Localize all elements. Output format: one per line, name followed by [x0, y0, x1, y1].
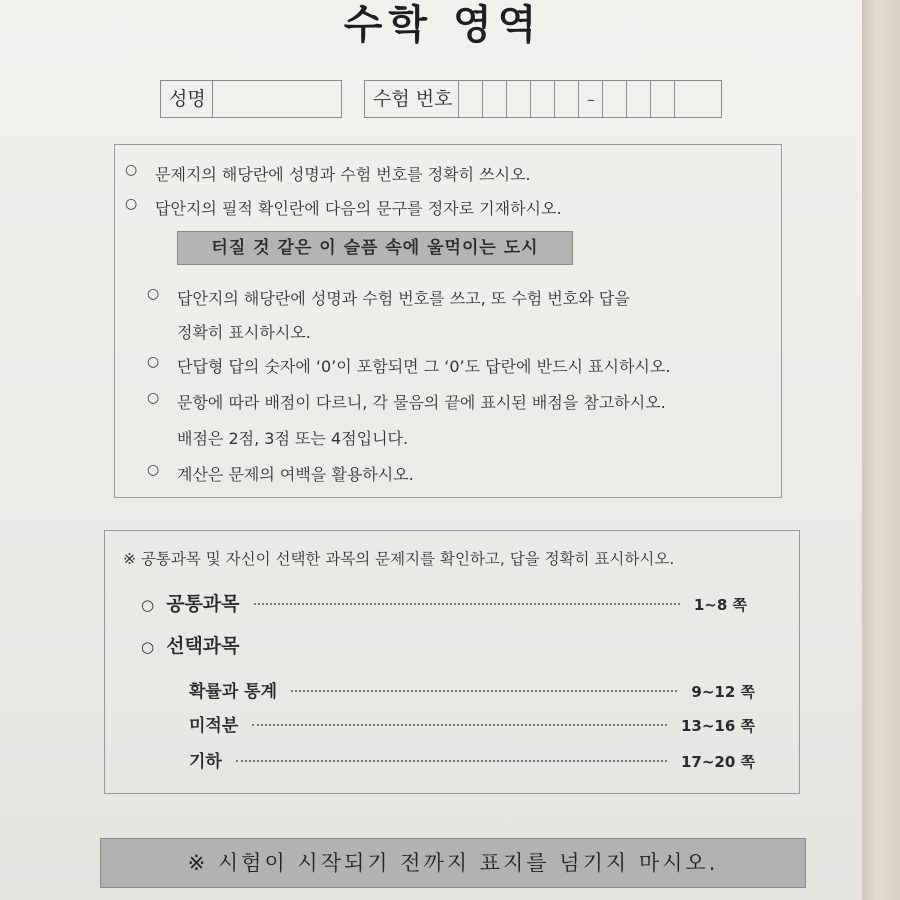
page-title: 수학 영역: [343, 2, 543, 48]
bullet-icon: ○: [147, 286, 160, 302]
bullet-icon: ○: [147, 354, 160, 370]
exam-number-cells: [459, 81, 699, 117]
elective-name: 기하: [189, 752, 222, 772]
exam-number-cell: [483, 81, 507, 117]
instruction-text: 문제지의 해당란에 성명과 수험 번호를 정확히 쓰시오.: [155, 165, 531, 184]
instruction-text: 문항에 따라 배점이 다르니, 각 물음의 끝에 표시된 배점을 참고하시오.: [177, 393, 666, 412]
elective-row: [189, 711, 755, 736]
instruction-item: [147, 390, 666, 413]
name-label: 성명: [161, 81, 213, 117]
leader-dots: [254, 603, 680, 605]
bullet-icon: ○: [141, 596, 155, 614]
instruction-continuation: 정확히 표시하시오.: [177, 323, 311, 342]
instruction-continuation: 배점은 2점, 3점 또는 4점입니다.: [177, 429, 409, 448]
page-range: 1~8 쪽: [693, 596, 747, 614]
exam-number-cell: [603, 81, 627, 117]
exam-number-label: 수험 번호: [365, 81, 459, 117]
footer-warning: ※ 시험이 시작되기 전까지 표지를 넘기지 마시오.: [100, 838, 806, 888]
exam-number-cell: [555, 81, 579, 117]
instruction-item: [125, 162, 531, 185]
bullet-icon: ○: [125, 162, 138, 178]
exam-number-cell: [627, 81, 651, 117]
page-edge: [862, 0, 900, 900]
exam-number-cell: [675, 81, 699, 117]
instruction-text: 답안지의 해당란에 성명과 수험 번호를 쓰고, 또 수험 번호와 답을: [177, 289, 630, 308]
bullet-icon: ○: [147, 462, 160, 478]
instruction-text: 단답형 답의 숫자에 ‘0’이 포함되면 그 ‘0’도 답란에 반드시 표시하시오.: [177, 357, 671, 376]
instruction-item: [147, 462, 414, 485]
bullet-icon: ○: [147, 390, 160, 406]
page-range: 13~16 쪽: [680, 717, 755, 735]
elective-row: [189, 677, 755, 702]
name-field: [160, 80, 342, 118]
leader-dots: [236, 760, 667, 762]
elective-row: [189, 747, 755, 772]
common-subject-row: [141, 589, 747, 616]
exam-number-dash: –: [579, 81, 603, 117]
elective-heading: 선택과목: [166, 635, 240, 657]
handwriting-phrase: 터질 것 같은 이 슬픔 속에 울먹이는 도시: [177, 231, 573, 265]
exam-number-cell: [651, 81, 675, 117]
instruction-item: [125, 196, 562, 219]
exam-number-field: [364, 80, 722, 118]
common-subject-name: 공통과목: [166, 593, 240, 615]
bullet-icon: ○: [141, 638, 155, 656]
sections-box: [104, 530, 800, 794]
elective-name: 미적분: [189, 716, 239, 736]
leader-dots: [291, 690, 677, 692]
elective-heading-row: [141, 631, 240, 658]
bullet-icon: ○: [125, 196, 138, 212]
elective-name: 확률과 통계: [189, 682, 278, 702]
instruction-text: 답안지의 필적 확인란에 다음의 문구를 정자로 기재하시오.: [155, 199, 562, 218]
instruction-item: [147, 286, 630, 309]
page-range: 9~12 쪽: [691, 683, 755, 701]
name-input-box: [213, 81, 341, 117]
exam-number-cell: [459, 81, 483, 117]
instruction-item: [147, 354, 671, 377]
leader-dots: [252, 724, 667, 726]
page-range: 17~20 쪽: [680, 753, 755, 771]
instructions-box: [114, 144, 782, 498]
sections-note: ※ 공통과목 및 자신이 선택한 과목의 문제지를 확인하고, 답을 정확히 표시하시오.: [123, 550, 675, 568]
exam-number-cell: [507, 81, 531, 117]
exam-number-cell: [531, 81, 555, 117]
instruction-text: 계산은 문제의 여백을 활용하시오.: [177, 465, 414, 484]
